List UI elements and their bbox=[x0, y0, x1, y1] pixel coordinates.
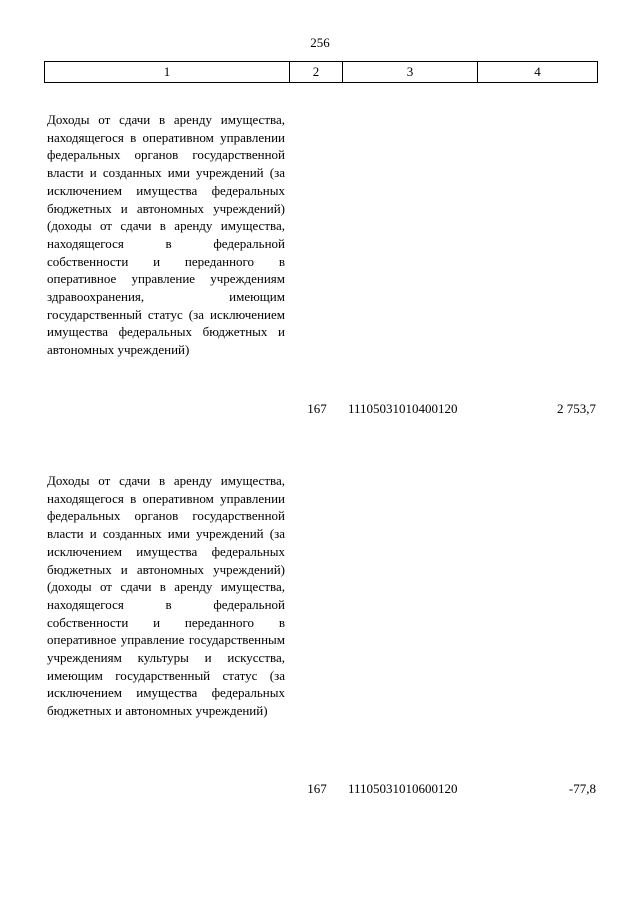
header-row bbox=[45, 62, 598, 83]
page-number: 256 bbox=[310, 35, 330, 50]
header-col-2: 2 bbox=[290, 62, 343, 83]
header-col-4: 4 bbox=[478, 62, 598, 83]
row-description: Доходы от сдачи в аренду имущества, находящегося в оперативном управлении федеральных органов государственной власти и созданных ими учреждений (за исключением имущества федеральных бюджетных и автономных учреждений) (доходы от сдачи в аренду имущества, находящегося в федеральной собственности и переданного в оперативное управление государственным учреждениям культуры и искусства, имеющим государственный статус (за исключением имущества федеральных бюджетных и автономных учреждений) bbox=[47, 473, 285, 719]
row-admin-code: 167 bbox=[307, 401, 327, 416]
row-admin-code: 167 bbox=[307, 781, 327, 796]
header-col-3: 3 bbox=[343, 62, 478, 83]
row-revenue-code: 11105031010600120 bbox=[348, 781, 458, 796]
column-header-table bbox=[44, 61, 598, 83]
row-amount: 2 753,7 bbox=[557, 401, 596, 416]
row-revenue-code: 11105031010400120 bbox=[348, 401, 458, 416]
row-amount: -77,8 bbox=[568, 781, 596, 796]
header-col-1: 1 bbox=[45, 62, 290, 83]
row-description: Доходы от сдачи в аренду имущества, находящегося в оперативном управлении федеральных органов государственной власти и созданных ими учреждений (за исключением имущества федеральных бюджетных и автономных учреждений) (доходы от сдачи в аренду имущества, находящегося в федеральной собственности и переданного в оперативное управление учреждениям здравоохранения, имеющим государственный статус (за исключением имущества федеральных бюджетных и автономных учреждений) bbox=[47, 112, 285, 358]
